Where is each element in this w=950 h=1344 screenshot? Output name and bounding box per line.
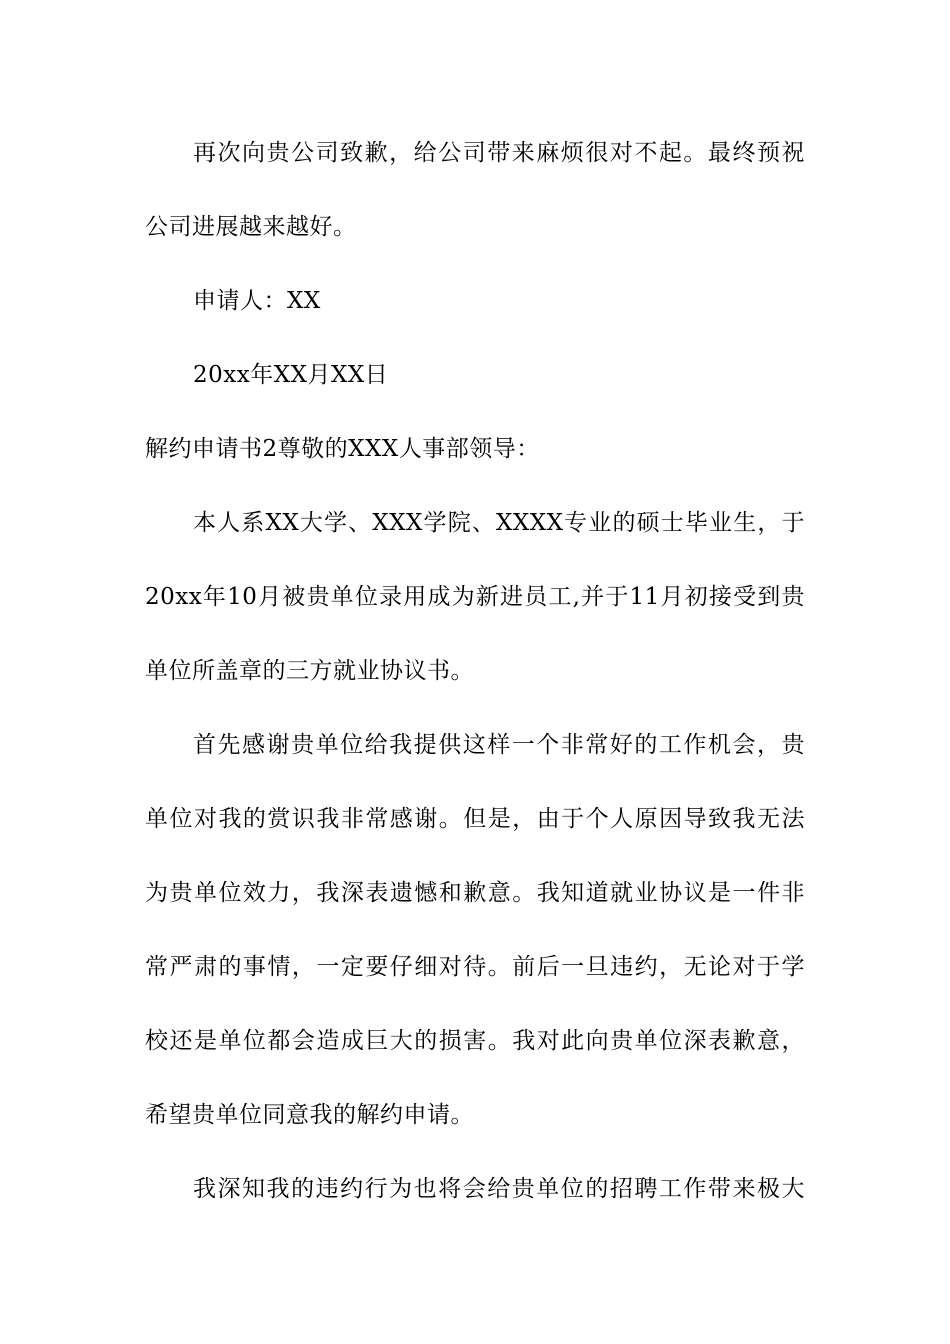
text-line: 再次向贵公司致歉，给公司带来麻烦很对不起。最终预祝 — [193, 140, 805, 166]
text-line: 20xx年10月被贵单位录用成为新进员工,并于11月初接受到贵 — [145, 584, 805, 610]
text-line: 单位对我的赏识我非常感谢。但是，由于个人原因导致我无法 — [145, 806, 805, 832]
text-line: 我深知我的违约行为也将会给贵单位的招聘工作带来极大 — [193, 1176, 805, 1202]
signature-date: 20xx年XX月XX日 — [193, 362, 389, 388]
text-line: 希望贵单位同意我的解约申请。 — [145, 1102, 474, 1128]
text-line: 单位所盖章的三方就业协议书。 — [145, 658, 474, 684]
text-line: 常严肃的事情，一定要仔细对待。前后一旦违约，无论对于学 — [145, 954, 805, 980]
text-line: 本人系XX大学、XXX学院、XXXX专业的硕士毕业生，于 — [193, 510, 805, 536]
text-line: 公司进展越来越好。 — [145, 214, 357, 240]
text-line: 校还是单位都会造成巨大的损害。我对此向贵单位深表歉意， — [145, 1028, 805, 1054]
text-line: 首先感谢贵单位给我提供这样一个非常好的工作机会，贵 — [193, 732, 805, 758]
text-line: 为贵单位效力，我深表遗憾和歉意。我知道就业协议是一件非 — [145, 880, 805, 906]
signature-applicant: 申请人：XX — [193, 288, 321, 314]
letter-heading: 解约申请书2尊敬的XXX人事部领导： — [145, 436, 540, 462]
